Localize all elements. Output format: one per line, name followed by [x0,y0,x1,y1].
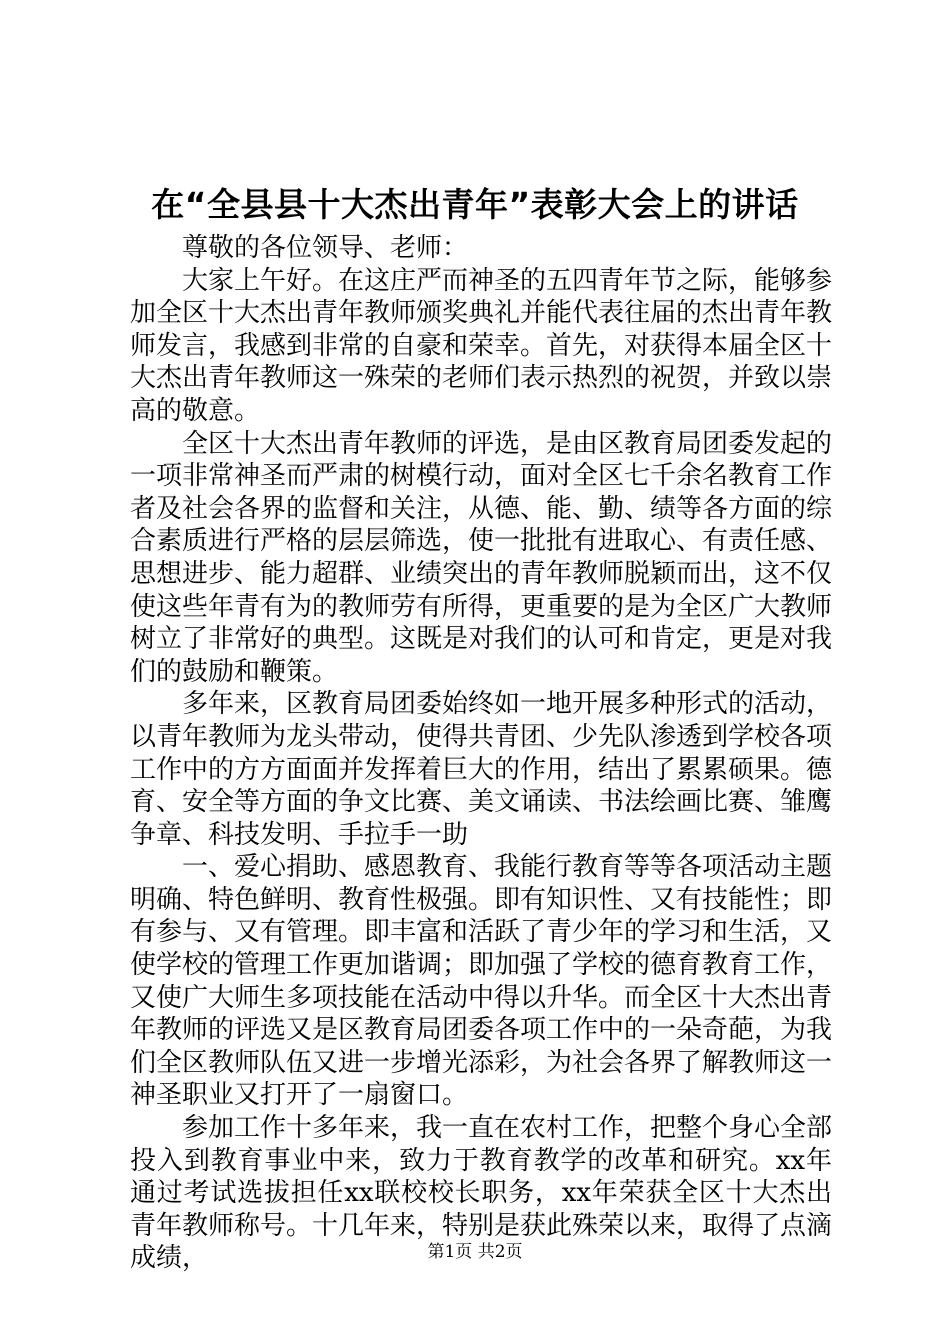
document-body [130,232,832,1275]
body-paragraph: 大家上午好。在这庄严而神圣的五四青年节之际，能够参加全区十大杰出青年教师颁奖典礼并能代表往届的杰出青年教师发言，我感到非常的自豪和荣幸。首先，对获得本届全区十大杰出青年教师这一殊荣的老师们表示热烈的祝贺，并致以崇高的敬意。 [130,265,833,426]
page-footer [0,1240,950,1264]
body-paragraph: 全区十大杰出青年教师的评选，是由区教育局团委发起的一项非常神圣而严肃的树模行动，面对全区七千余名教育工作者及社会各界的监督和关注，从德、能、勤、绩等各方面的综合素质进行严格的层层筛选，使一批批有进取心、有责任感、思想进步、能力超群、业绩突出的青年教师脱颖而出，这不仅使这些年青有为的教师劳有所得，更重要的是为全区广大教师树立了非常好的典型。这既是对我们的认可和肯定，更是对我们的鼓励和鞭策。 [130,428,833,687]
body-paragraph: 多年来，区教育局团委始终如一地开展多种形式的活动，以青年教师为龙头带动，使得共青团、少先队渗透到学校各项工作中的方方面面并发挥着巨大的作用，结出了累累硕果。德育、安全等方面的争文比赛、美文诵读、书法绘画比赛、雏鹰争章、科技发明、手拉手一助 [130,689,833,850]
page-title: 在“全县县十大杰出青年”表彰大会上的讲话 [151,185,799,224]
body-paragraph: 参加工作十多年来，我一直在农村工作，把整个身心全部投入到教育事业中来，致力于教育教学的改革和研究。xx年通过考试选拔担任xx联校校长职务，xx年荣获全区十大杰出青年教师称号。十几年来，特别是获此殊荣以来，取得了点滴成绩， [130,1113,833,1274]
salutation-paragraph: 尊敬的各位领导、老师： [182,233,469,263]
page-indicator: 第1页 共2页 [427,1242,523,1262]
body-paragraph: 一、爱心捐助、感恩教育、我能行教育等等各项活动主题明确、特色鲜明、教育性极强。即有知识性、又有技能性；即有参与、又有管理。即丰富和活跃了青少年的学习和生活，又使学校的管理工作更加谐调；即加强了学校的德育教育工作，又使广大师生多项技能在活动中得以升华。而全区十大杰出青年教师的评选又是区教育局团委各项工作中的一朵奇葩，为我们全区教师队伍又进一步增光添彩，为社会各界了解教师这一神圣职业又打开了一扇窗口。 [130,852,833,1111]
